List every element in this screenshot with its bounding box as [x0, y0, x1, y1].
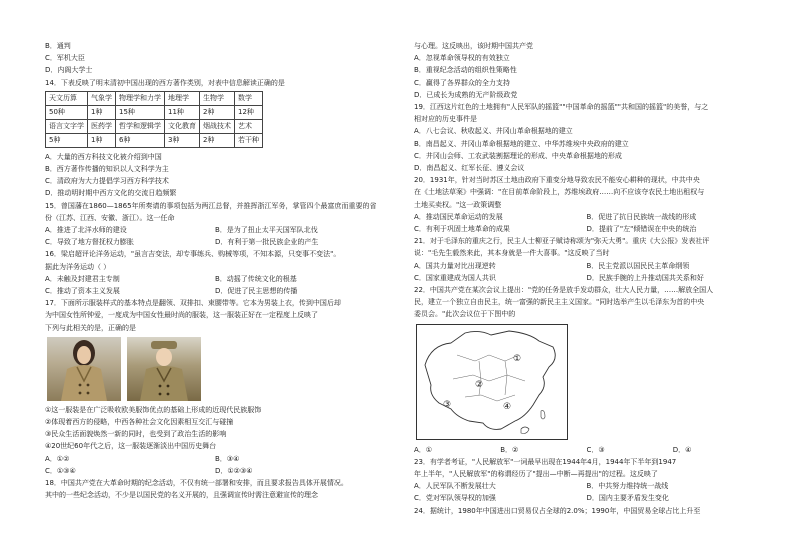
- q22-option-a: A．①: [414, 445, 433, 454]
- q24-stem-line: 24．据统计，1980年中国进出口贸易仅占全球的2.0%；1990年，中国贸易全球占比上升至: [414, 506, 701, 515]
- q22-stem-line: 民，建立一个独立自由民主，统一富强的新民主主义国家。"同时选举产生以毛泽东为首的中央: [414, 298, 705, 307]
- q21-option-c: C．国家重建成为国人共识: [414, 273, 496, 282]
- q22-stem-line: 22．中国共产党在某次会议上提出："党的任务是放手发动群众，壮大人民力量，……解放全国人: [414, 286, 714, 295]
- q19-option-b: B．南昌起义、井冈山革命根据地的建立、中华苏维埃中央政府的建立: [414, 139, 629, 148]
- q23-options-row: [414, 480, 759, 492]
- right-column: [414, 40, 759, 517]
- table-cell: 地理学: [165, 91, 200, 105]
- q23-stem-line: 23．有学者考证，"人民解放军"一词最早出现在1944年4月，1944年下半年到1947: [414, 457, 677, 466]
- q23-option-c: C．党对军队领导权的加强: [414, 494, 496, 503]
- q20-option-c: C．有利于巩固土地革命的成果: [414, 225, 510, 234]
- q18-option-c: C．赢得了各界群众的全力支持: [414, 78, 510, 87]
- table-cell: 物理学和力学: [116, 91, 165, 105]
- q18-stem-line: 其中的一些纪念活动，不少是以国民党的名义开展的，且强调宣传时需注意避宣传的理念: [45, 491, 318, 500]
- china-map: [416, 324, 568, 440]
- table-cell: 12种: [235, 105, 263, 119]
- table-cell: 5种: [46, 133, 88, 147]
- map-marker-2: ②: [475, 379, 484, 390]
- table-cell: 若干种: [235, 133, 263, 147]
- table-cell: 15种: [116, 105, 165, 119]
- q18-stem-line: 18．中国共产党在大革命时期的纪念活动，不仅有统一部署和安排，而且要求报告具体开展情况。: [45, 479, 348, 488]
- option-c: C．军机大臣: [45, 54, 85, 63]
- table-cell: 6种: [116, 133, 165, 147]
- q19-stem-line: 19．江西这片红色的土地拥有"人民军队的摇篮""中国革命的摇篮""共和国的摇篮"的美誉，与之: [414, 103, 709, 112]
- table-cell: 文化教育: [165, 119, 200, 133]
- table-cell: 生物学: [200, 91, 235, 105]
- q20-option-a: A．推动国民革命运动的发展: [414, 212, 503, 221]
- q15-stem-line: 15．曾国藩在1860—1865年所奏请的事项包括为两江总督，并推挥浙江军务，掌管四个最富庶而重要的省: [45, 201, 377, 210]
- q20-stem-line: 在《土地法草案》中强调："在目前革命阶段上，苏维埃政府……向不应该夺农民土地出租权与: [414, 188, 705, 197]
- q21-stem-line: 说："毛先生毅然来此，其本身就是一件大喜事。"这反映了当时: [414, 249, 610, 258]
- q20-options-row: [414, 211, 759, 223]
- q21-options-row: [414, 260, 759, 272]
- q17-statement: ③民众生活面貌焕然一新的同时，也受到了政治生活的影响: [45, 430, 227, 439]
- q23-stem-line: 年上半年，"人民解放军"的称谓经历了"提出—中断—再提出"的过程。这反映了: [414, 470, 658, 479]
- map-marker-1: ①: [513, 353, 522, 364]
- q22-stem-line: 委员会。"此次会议位于下图中的: [414, 310, 516, 319]
- q21-option-a: A．国共力量对比出现逆转: [414, 261, 496, 270]
- q20-options-row: [414, 223, 759, 235]
- table-cell: 1种: [88, 105, 116, 119]
- table-cell: 艺术: [235, 119, 263, 133]
- q16-option-d: D．促进了民主思想的传播: [215, 287, 298, 296]
- q14-option-b: B．西方著作传播的知识以人文科学为主: [45, 165, 169, 174]
- q15-options-row: [45, 236, 385, 248]
- q15-stem-line: 份（江苏、江西、安徽、浙江）。这一任命: [45, 213, 175, 222]
- q20-option-b: B．促进了抗日民族统一战线的形成: [586, 212, 697, 221]
- table-cell: 50种: [46, 105, 88, 119]
- q16-stem-line: 16．梁启超评论洋务运动，"虽言吉变法，却专事练兵、购械等项，不知本源，只变事不变法"。: [45, 250, 341, 259]
- q18-option-a: A．忽视革命领导权的有效独立: [414, 54, 510, 63]
- q19-stem-line: 相对应的历史事件是: [414, 115, 477, 124]
- q15-option-c: C．导致了地方督抚权力膨胀: [45, 238, 134, 247]
- q23-options-row: [414, 492, 759, 504]
- q17-option-b: B．③④: [215, 454, 240, 463]
- q16-option-a: A．未触及封建君主专制: [45, 274, 120, 283]
- q14-option-a: A．大量的西方科技文化被介绍到中国: [45, 152, 162, 161]
- q18-option-d: D．已成长为成熟的无产阶级政党: [414, 90, 518, 99]
- table-cell: 2种: [200, 105, 235, 119]
- q23-option-b: B．中共努力维持统一战线: [586, 482, 669, 491]
- q17-stem-line: 为中国女性所钟爱，一度成为中国女性最时尚的服装，这一服装正好在一定程度上反映了: [45, 311, 318, 320]
- q17-statement: ②体现着西方的侵略，中西各种社会文化因素相互交汇与碰撞: [45, 418, 234, 427]
- military-coat-photo: [127, 337, 201, 401]
- q17-options-row: [45, 453, 385, 465]
- q22-option-b: B．②: [500, 445, 519, 454]
- table-cell: 哲学和逻辑学: [116, 119, 165, 133]
- q22-options-row: [414, 444, 759, 456]
- q16-options-row: [45, 273, 385, 285]
- q16-stem-line: 据此为洋务运动（ ）: [45, 262, 111, 271]
- table-cell: 医药学: [88, 119, 116, 133]
- q17-option-c: C．①③④: [45, 466, 76, 475]
- table-cell: 3种: [165, 133, 200, 147]
- q19-option-d: D．南昌起义、红军长征、遵义会议: [414, 164, 525, 173]
- q16-options-row: [45, 285, 385, 297]
- q17-stem-line: 下列与此相关的是，正确的是: [45, 323, 136, 332]
- table-cell: 语言文字学: [46, 119, 88, 133]
- q16-option-c: C．推动了资本主义发展: [45, 287, 120, 296]
- map-marker-4: ④: [503, 401, 512, 412]
- q21-option-d: D．民族手腕的上升推动国共关系和好: [586, 273, 704, 282]
- q15-options-row: [45, 224, 385, 236]
- option-b: B．通判: [45, 42, 71, 50]
- q16-option-b: B．动摇了传统文化的根基: [215, 274, 297, 283]
- q18-option-b: B．重视纪念活动的组织性策略性: [414, 66, 517, 75]
- q23-option-d: D．国内主要矛盾发生变化: [586, 494, 669, 503]
- q17-stem-line: 17．下面所示服装样式的基本特点是翻领、双排扣、束腰带等。它本为男装上衣，传到中国后却: [45, 299, 341, 308]
- q17-photos: [47, 337, 385, 401]
- q21-option-b: B．民主党派以国民民主革命纲领: [586, 261, 690, 270]
- trench-coat-photo: [47, 337, 121, 401]
- q15-option-d: D．有利于第一批民族企业的产生: [215, 238, 319, 247]
- q17-statement: ①这一服装是在广泛吸收欧美服饰优点的基础上形成的近现代民族服饰: [45, 405, 262, 414]
- map-marker-3: ③: [443, 399, 452, 410]
- left-column: [45, 40, 385, 501]
- q17-option-d: D．①②③④: [215, 466, 253, 475]
- q14-table: [45, 91, 263, 148]
- q14-stem: 14．下表反映了明末清初中国出现的西方著作类别，对表中信息解读正确的是: [45, 78, 285, 87]
- q17-options-row: [45, 465, 385, 477]
- q14-option-d: D．推动明时期中西方文化的交流日趋频繁: [45, 189, 177, 198]
- q15-option-b: B．是为了扭止太平天国军队北伐: [215, 226, 318, 235]
- table-cell: 气象学: [88, 91, 116, 105]
- q20-option-d: D．提前了"左"倾错误在中央的统治: [586, 225, 697, 234]
- q20-stem-line: 土地买卖权。"这一政策调整: [414, 200, 502, 209]
- table-cell: 2种: [200, 133, 235, 147]
- q19-option-a: A．八七会议、秋收起义、井冈山革命根据地的建立: [414, 127, 573, 136]
- q22-option-c: C．③: [586, 445, 605, 454]
- table-cell: 数学: [235, 91, 263, 105]
- q21-stem-line: 21．对于毛泽东的重庆之行，民主人士柳亚子赋诗称颂为"弥天大勇"。重庆《大公报》发表社评: [414, 237, 710, 246]
- q14-option-c: C．清政府为大力提倡学习西方科学技术: [45, 177, 169, 186]
- q15-option-a: A．推进了北洋水师的建设: [45, 226, 127, 235]
- q22-option-d: D．④: [672, 445, 692, 454]
- q18-continuation: 与心理。这反映出，该时期中国共产党: [414, 42, 533, 50]
- q17-option-a: A．①②: [45, 454, 70, 463]
- table-cell: 烟战技术: [200, 119, 235, 133]
- table-cell: 11种: [165, 105, 200, 119]
- q19-option-c: C．井冈山会师、工农武装割据理论的形成、中央革命根据地的形成: [414, 151, 622, 160]
- table-cell: 1种: [88, 133, 116, 147]
- option-d: D．内阁大学士: [45, 66, 93, 75]
- q23-option-a: A．人民军队不断发展壮大: [414, 482, 496, 491]
- q20-stem-line: 20．1931年，针对当时苏区土地由政府下重变分地导致农民不能安心耕种的现状，中共中央: [414, 176, 700, 185]
- q17-statement: ④20世纪60年代之后，这一服装逐渐淡出中国历史舞台: [45, 442, 217, 451]
- china-map-drawing: [417, 325, 567, 439]
- table-cell: 天文历算: [46, 91, 88, 105]
- q21-options-row: [414, 272, 759, 284]
